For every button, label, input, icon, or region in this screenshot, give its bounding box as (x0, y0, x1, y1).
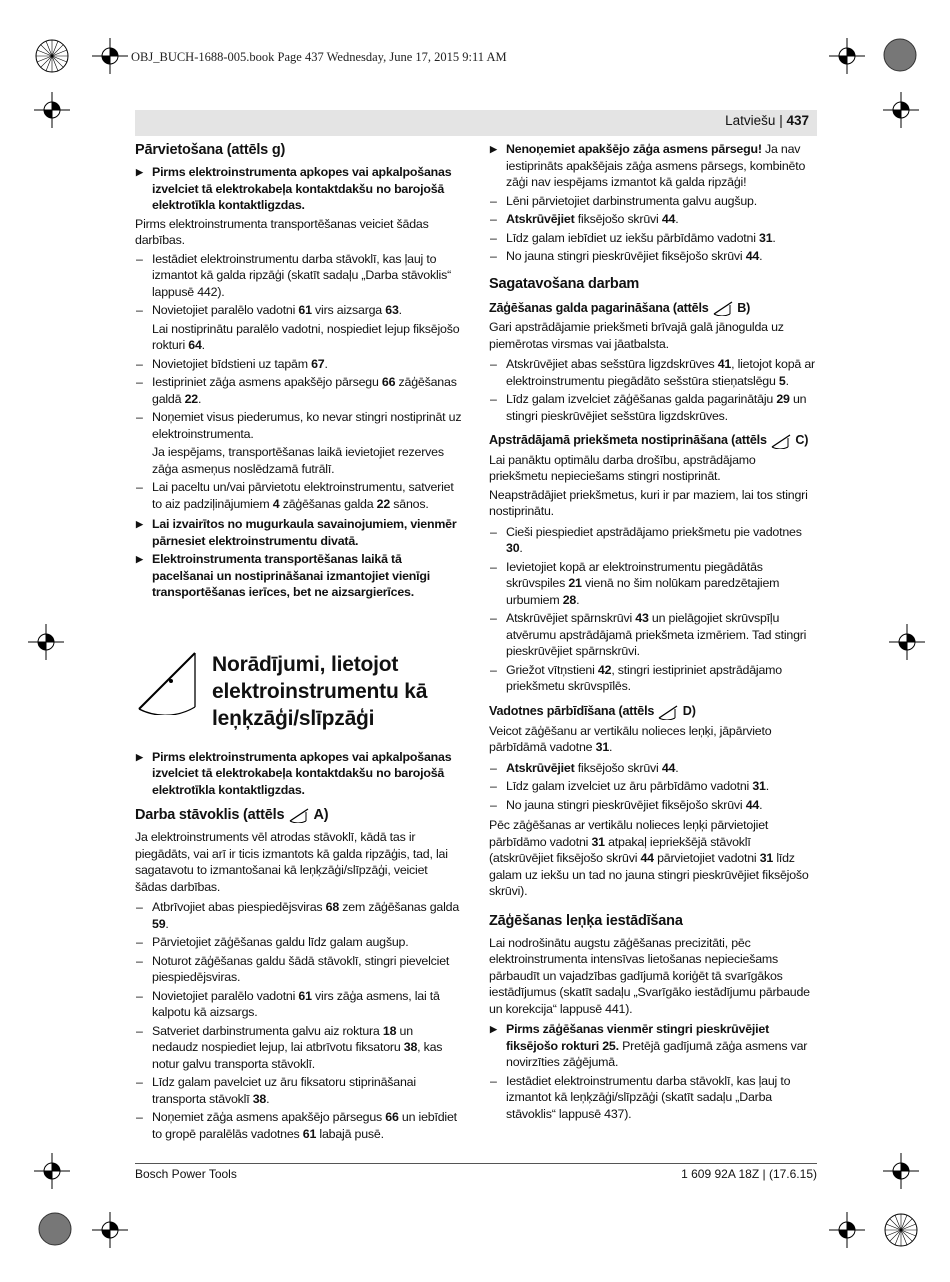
angle-figure-icon (770, 433, 792, 449)
step-transport-1: – Iestādiet elektroinstrumentu darba stāvoklī, kas ļauj to izmantot kā galda ripzāģi (skatīt sadaļu „Darba stāvoklis“ lappusē 442). (135, 251, 462, 301)
paragraph-table-extension: Gari apstrādājamie priekšmeti brīvajā galā jānogulda uz piemērotas virsmas vai jāatbalsta. (489, 320, 784, 351)
angle-figure-icon (288, 807, 310, 823)
warning-unplug-transport: ▶ Pirms elektroinstrumenta apkopes vai apkalpošanas izvelciet tā elektrokabeļa kontaktdakšu no barojošā elektrotīkla kontaktligzdas. (135, 164, 462, 214)
step-extension-1: – Atskrūvējiet abas sešstūra ligzdskrūves 41, lietojot kopā ar elektroinstrumentu piegādāto sešstūra stieņatslēgu 5. (489, 356, 816, 389)
paragraph-clamping-2: Neapstrādājiet priekšmetus, kuri ir par maziem, lai tos stingri nostiprinātu. (489, 487, 808, 519)
step-guard-2: – Atskrūvējiet fiksējošo skrūvi 44. (489, 211, 816, 228)
step-angle-1: – Iestādiet elektroinstrumentu darba stāvoklī, kas ļauj to izmantot kā leņķzāģi/slīpzāģi (skatīt sadaļu „Darba stāvoklis“ lappusē 437). (489, 1073, 816, 1123)
left-column (135, 141, 462, 1144)
heading-transport: Pārvietošana (attēls g) (135, 142, 286, 158)
step-work-3: – Noturot zāģēšanas galdu šādā stāvoklī, stingri pievelciet piespiedējsviras. (135, 953, 462, 986)
gray-dot-mark-top-right (883, 38, 917, 72)
step-slide-1: – Atskrūvējiet fiksējošo skrūvi 44. (489, 760, 816, 777)
warning-unplug-miter: ▶ Pirms elektroinstrumenta apkopes vai apkalpošanas izvelciet tā elektrokabeļa kontaktdakšu no barojošā elektrotīkla kontaktligzdas. (135, 749, 462, 799)
registration-mark-bottom-right (883, 1212, 919, 1248)
running-head-band (135, 110, 817, 136)
step-guard-3: – Līdz galam iebīdiet uz iekšu pārbīdāmo vadotni 31. (489, 230, 816, 247)
step-guard-4: – No jauna stingri pieskrūvējiet fiksējošo skrūvi 44. (489, 248, 816, 265)
angle-figure-icon (657, 704, 679, 720)
paragraph-transport-intro: Pirms elektroinstrumenta transportēšanas veiciet šādas darbības. (135, 216, 429, 247)
angle-figure-icon (712, 300, 734, 316)
paragraph-cutting-angle: Lai nodrošinātu augstu zāģēšanas precizitāti, pēc elektroinstrumenta intensīvas lietošanas nepieciešams pārbaudīt un vajadzības gadījumā koriģēt tā svarīgākos iestādījumus (skatīt sadaļu „Svarīgāko iestādījumu pārbaude un korekcija“ lappusē 441). (489, 935, 810, 1016)
step-work-6: – Līdz galam pavelciet uz āru fiksatoru stiprināšanai transporta stāvoklī 38. (135, 1074, 462, 1107)
step-work-1: – Atbrīvojiet abas piespiedējsviras 68 zem zāģēšanas galda 59. (135, 899, 462, 932)
step-transport-4: – Iestipriniet zāģa asmens apakšējo pārsegu 66 zāģēšanas galdā 22. (135, 374, 462, 407)
crosshair-mark-left-upper (34, 92, 70, 128)
footer-doc-number: 1 609 92A 18Z | (17.6.15) (681, 1167, 817, 1181)
running-head (725, 113, 809, 128)
paragraph-fence-slide: Veicot zāģēšanu ar vertikālu nolieces leņķi, jāpārvieto pārbīdāmā vadotne 31. (489, 723, 772, 755)
step-clamp-1: – Cieši piespiediet apstrādājamo priekšmetu pie vadotnes 30. (489, 524, 816, 557)
file-header: OBJ_BUCH-1688-005.book Page 437 Wednesday, June 17, 2015 9:11 AM (131, 50, 507, 64)
warning-carry-two-people: ▶ Lai izvairītos no mugurkaula savainojumiem, vienmēr pārnesiet elektroinstrumentu divatā. (135, 516, 462, 549)
gray-dot-mark-bottom-left (38, 1212, 72, 1246)
crosshair-mark-right-upper (883, 92, 919, 128)
step-work-5: – Satveriet darbinstrumenta galvu aiz roktura 18 un nedaudz nospiediet lejup, lai atbrīvotu fiksatoru 38, kas notur galvu transporta stāvoklī. (135, 1023, 462, 1073)
paragraph-work-position: Ja elektroinstruments vēl atrodas stāvoklī, kādā tas ir piegādāts, vai arī ir ticis izmantots kā galda ripzāģis, tad, lai sagatavotu to izmantošanai kā leņķzāģi/slīpzāģi, veiciet šādas darbības. (135, 830, 448, 894)
miter-saw-angle-icon (135, 649, 201, 715)
step-transport-5: – Noņemiet visus piederumus, ko nevar stingri nostiprināt uz elektroinstrumenta. (135, 409, 462, 442)
footer-rule (135, 1163, 817, 1164)
heading-preparation: Sagatavošana darbam (489, 275, 640, 292)
right-column (489, 141, 816, 1124)
running-head-separator: | (779, 113, 783, 128)
heading-table-extension: Zāģēšanas galda pagarināšana (attēls B) (489, 300, 751, 315)
heading-fence-slide: Vadotnes pārbīdīšana (attēls D) (489, 703, 696, 718)
crosshair-mark-top-left (92, 38, 128, 74)
step-clamp-4: – Griežot vītņstieni 42, stingri iestipriniet apstrādājamo priekšmetu skrūvspīlēs. (489, 662, 816, 695)
step-extension-2: – Līdz galam izvelciet zāģēšanas galda pagarinātāju 29 un stingri pieskrūvējiet sešstūra ligzdskrūves. (489, 391, 816, 424)
heading-work-position: Darba stāvoklis (attēls A) (135, 807, 329, 823)
crosshair-mark-bottom-right (829, 1212, 865, 1248)
page-number: 437 (786, 113, 809, 128)
warning-lock-handle: ▶ Pirms zāģēšanas vienmēr stingri pieskrūvējiet fiksējošo rokturi 25. Pretējā gadījumā zāģa asmens var novirzīties zāģējumā. (489, 1021, 816, 1071)
step-slide-3: – No jauna stingri pieskrūvējiet fiksējošo skrūvi 44. (489, 797, 816, 814)
crosshair-mark-left-lower (34, 1153, 70, 1189)
warning-blade-guard: ▶ Nenoņemiet apakšējo zāģa asmens pārsegu! Ja nav iestiprināts apakšējais zāģa asmens pārsegs, kombinēto zāģi nav iespējams izmantot kā galda ripzāģi! (489, 141, 816, 191)
step-work-4: – Novietojiet paralēlo vadotni 61 virs zāģa asmens, lai tā kalpotu kā aizsargs. (135, 988, 462, 1021)
heading-cutting-angle: Zāģēšanas leņķa iestādīšana (489, 912, 683, 929)
step-clamp-2: – Ievietojiet kopā ar elektroinstrumentu piegādātās skrūvspiles 21 vienā no šim nolūkam paredzētajiem urbumiem 28. (489, 559, 816, 609)
warning-transport-devices: ▶ Elektroinstrumenta transportēšanas laikā tā pacelšanai un nostiprināšanai izmantojiet vienīgi transportēšanas ierīces, bet ne aizsargierīces. (135, 551, 462, 601)
step-work-7: – Noņemiet zāģa asmens apakšējo pārsegus 66 un iebīdiet to gropē paralēlās vadotnes 61 labajā pusē. (135, 1109, 462, 1142)
heading-clamping: Apstrādājamā priekšmeta nostiprināšana (attēls C) (489, 433, 809, 448)
section-title-block (135, 649, 462, 749)
paragraph-clamping-1: Lai panāktu optimālu darba drošību, apstrādājamo priekšmetu nepieciešams stingri nostiprināt. (489, 452, 756, 484)
crosshair-mark-right-middle (889, 624, 925, 660)
step-transport-2-note: Lai nostiprinātu paralēlo vadotni, nospiediet lejup fiksējošo rokturi 64. (152, 321, 460, 352)
paragraph-after-bevel: Pēc zāģēšanas ar vertikālu nolieces leņķi pārvietojiet pārbīdāmo vadotni 31 atpakaļ iepriekšējā stāvoklī (atskrūvējiet fiksējošo skrūvi 44 pārvietojiet vadotni 31 līdz galam uz iekšu un tad no jauna stingri pieskrūvējiet fiksējošo skrūvi). (489, 818, 809, 899)
footer-publisher: Bosch Power Tools (135, 1167, 237, 1181)
step-transport-6: – Lai paceltu un/vai pārvietotu elektroinstrumentu, satveriet to aiz padziļinājumiem 4 zāģēšanas galda 22 sānos. (135, 479, 462, 512)
step-slide-2: – Līdz galam izvelciet uz āru pārbīdāmo vadotni 31. (489, 778, 816, 795)
step-transport-3: – Novietojiet bīdstieni uz tapām 67. (135, 356, 462, 373)
crosshair-mark-right-lower (883, 1153, 919, 1189)
step-transport-2: – Novietojiet paralēlo vadotni 61 virs aizsarga 63. (135, 302, 462, 319)
section-title: Norādījumi, lietojot elektroinstrumentu kā leņķzāģi/slīpzāģi (212, 652, 428, 730)
step-transport-5-note: Ja iespējams, transportēšanas laikā ievietojiet rezerves zāģa asmeņus noslēdzamā futrālī. (152, 445, 444, 476)
crosshair-mark-bottom-left (92, 1212, 128, 1248)
registration-mark-top-left (34, 38, 70, 74)
step-clamp-3: – Atskrūvējiet spārnskrūvi 43 un pielāgojiet skrūvspīļu atvērumu apstrādājamā priekšmeta izmēriem. Tad stingri pieskrūvējiet spārnskrūvi. (489, 610, 816, 660)
crosshair-mark-left-middle (28, 624, 64, 660)
step-guard-1: – Lēni pārvietojiet darbinstrumenta galvu augšup. (489, 193, 816, 210)
step-work-2: – Pārvietojiet zāģēšanas galdu līdz galam augšup. (135, 934, 462, 951)
running-head-language: Latviešu (725, 113, 776, 128)
crosshair-mark-top-right (829, 38, 865, 74)
